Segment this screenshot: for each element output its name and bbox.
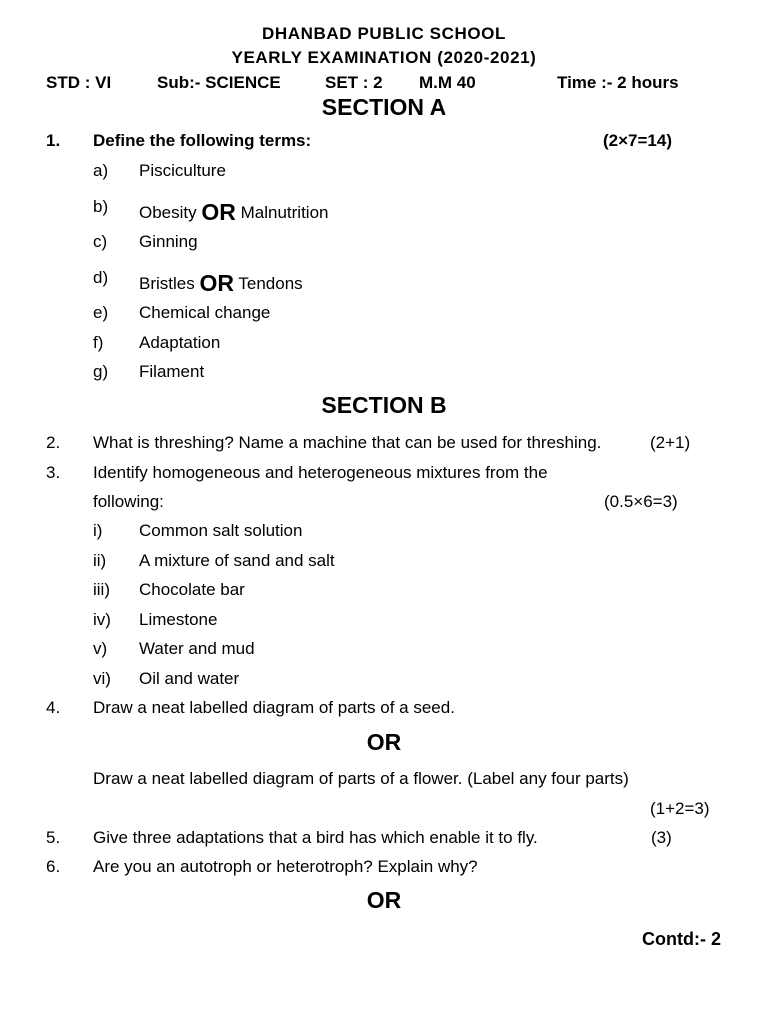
item-label: iii) bbox=[93, 580, 110, 599]
question-number: 5. bbox=[46, 828, 61, 847]
question-5 bbox=[0, 828, 768, 850]
item-label: a) bbox=[93, 161, 109, 180]
question-marks: (2×7=14) bbox=[603, 131, 672, 150]
question-3-continued bbox=[0, 492, 768, 514]
list-item bbox=[0, 161, 768, 183]
question-4-alternative bbox=[0, 769, 768, 791]
item-text: Chocolate bar bbox=[139, 580, 245, 599]
item-alt-text: Tendons bbox=[238, 274, 303, 293]
item-text: Pisciculture bbox=[139, 161, 226, 180]
question-1 bbox=[0, 131, 768, 153]
item-label: vi) bbox=[93, 669, 111, 688]
list-item bbox=[0, 580, 768, 602]
item-label: b) bbox=[93, 197, 109, 216]
question-text: Identify homogeneous and heterogeneous mixtures from the bbox=[93, 463, 548, 482]
item-text: A mixture of sand and salt bbox=[139, 551, 335, 570]
item-label: f) bbox=[93, 333, 104, 352]
std-label: STD : VI bbox=[46, 73, 112, 92]
or-divider: OR bbox=[366, 887, 402, 913]
item-label: iv) bbox=[93, 610, 111, 629]
item-text: Common salt solution bbox=[139, 521, 303, 540]
item-label: c) bbox=[93, 232, 108, 251]
item-label: i) bbox=[93, 521, 103, 540]
question-4-marks-line bbox=[0, 799, 768, 821]
question-text: Define the following terms: bbox=[93, 131, 312, 150]
question-6 bbox=[0, 857, 768, 879]
list-item bbox=[0, 610, 768, 632]
question-text: What is threshing? Name a machine that can be used for threshing. bbox=[93, 433, 602, 452]
list-item bbox=[0, 669, 768, 691]
question-text: Give three adaptations that a bird has which enable it to fly. bbox=[93, 828, 538, 847]
item-text: Filament bbox=[139, 362, 205, 381]
item-text: Ginning bbox=[139, 232, 198, 251]
item-text: Limestone bbox=[139, 610, 218, 629]
item-text: Chemical change bbox=[139, 303, 271, 322]
set-label: SET : 2 bbox=[325, 73, 383, 92]
item-text-with-or bbox=[139, 268, 303, 295]
question-number: 2. bbox=[46, 433, 61, 452]
question-number: 6. bbox=[46, 857, 61, 876]
continued-note: Contd:- 2 bbox=[642, 929, 721, 949]
item-text-with-or bbox=[139, 197, 328, 224]
or-label: OR bbox=[199, 270, 234, 296]
question-text: Are you an autotroph or heterotroph? Explain why? bbox=[93, 857, 478, 876]
exam-title: YEARLY EXAMINATION (2020-2021) bbox=[231, 48, 537, 67]
item-label: ii) bbox=[93, 551, 107, 570]
item-text: Adaptation bbox=[139, 333, 221, 352]
item-alt-text: Malnutrition bbox=[240, 203, 329, 222]
question-number: 4. bbox=[46, 698, 61, 717]
list-item bbox=[0, 521, 768, 543]
or-divider: OR bbox=[366, 729, 402, 755]
school-name: DHANBAD PUBLIC SCHOOL bbox=[262, 24, 506, 43]
item-label: d) bbox=[93, 268, 109, 287]
list-item bbox=[0, 303, 768, 325]
question-marks: (1+2=3) bbox=[650, 799, 710, 818]
item-label: g) bbox=[93, 362, 109, 381]
time-label: Time :- 2 hours bbox=[557, 73, 679, 92]
list-item bbox=[0, 333, 768, 355]
question-text: Draw a neat labelled diagram of parts of a seed. bbox=[93, 698, 455, 717]
list-item bbox=[0, 551, 768, 573]
question-marks: (3) bbox=[651, 828, 672, 847]
question-marks: (0.5×6=3) bbox=[604, 492, 678, 511]
max-marks-label: M.M 40 bbox=[419, 73, 476, 92]
list-item bbox=[0, 192, 768, 225]
question-number: 3. bbox=[46, 463, 61, 482]
question-2 bbox=[0, 433, 768, 455]
item-label: e) bbox=[93, 303, 109, 322]
item-text: Oil and water bbox=[139, 669, 240, 688]
list-item bbox=[0, 639, 768, 661]
list-item bbox=[0, 232, 768, 254]
list-item bbox=[0, 263, 768, 296]
question-number: 1. bbox=[46, 131, 61, 150]
question-3 bbox=[0, 463, 768, 485]
item-text: Water and mud bbox=[139, 639, 255, 658]
section-a-title: SECTION A bbox=[321, 94, 447, 120]
subject-label: Sub:- SCIENCE bbox=[157, 73, 281, 92]
question-4 bbox=[0, 698, 768, 720]
section-b-title: SECTION B bbox=[321, 392, 447, 418]
question-marks: (2+1) bbox=[650, 433, 691, 452]
list-item bbox=[0, 362, 768, 384]
question-alt-text: Draw a neat labelled diagram of parts of a flower. (Label any four parts) bbox=[93, 769, 629, 788]
item-text: Obesity bbox=[139, 203, 197, 222]
question-text-continued: following: bbox=[93, 492, 164, 511]
item-label: v) bbox=[93, 639, 108, 658]
item-text: Bristles bbox=[139, 274, 195, 293]
or-label: OR bbox=[201, 199, 236, 225]
